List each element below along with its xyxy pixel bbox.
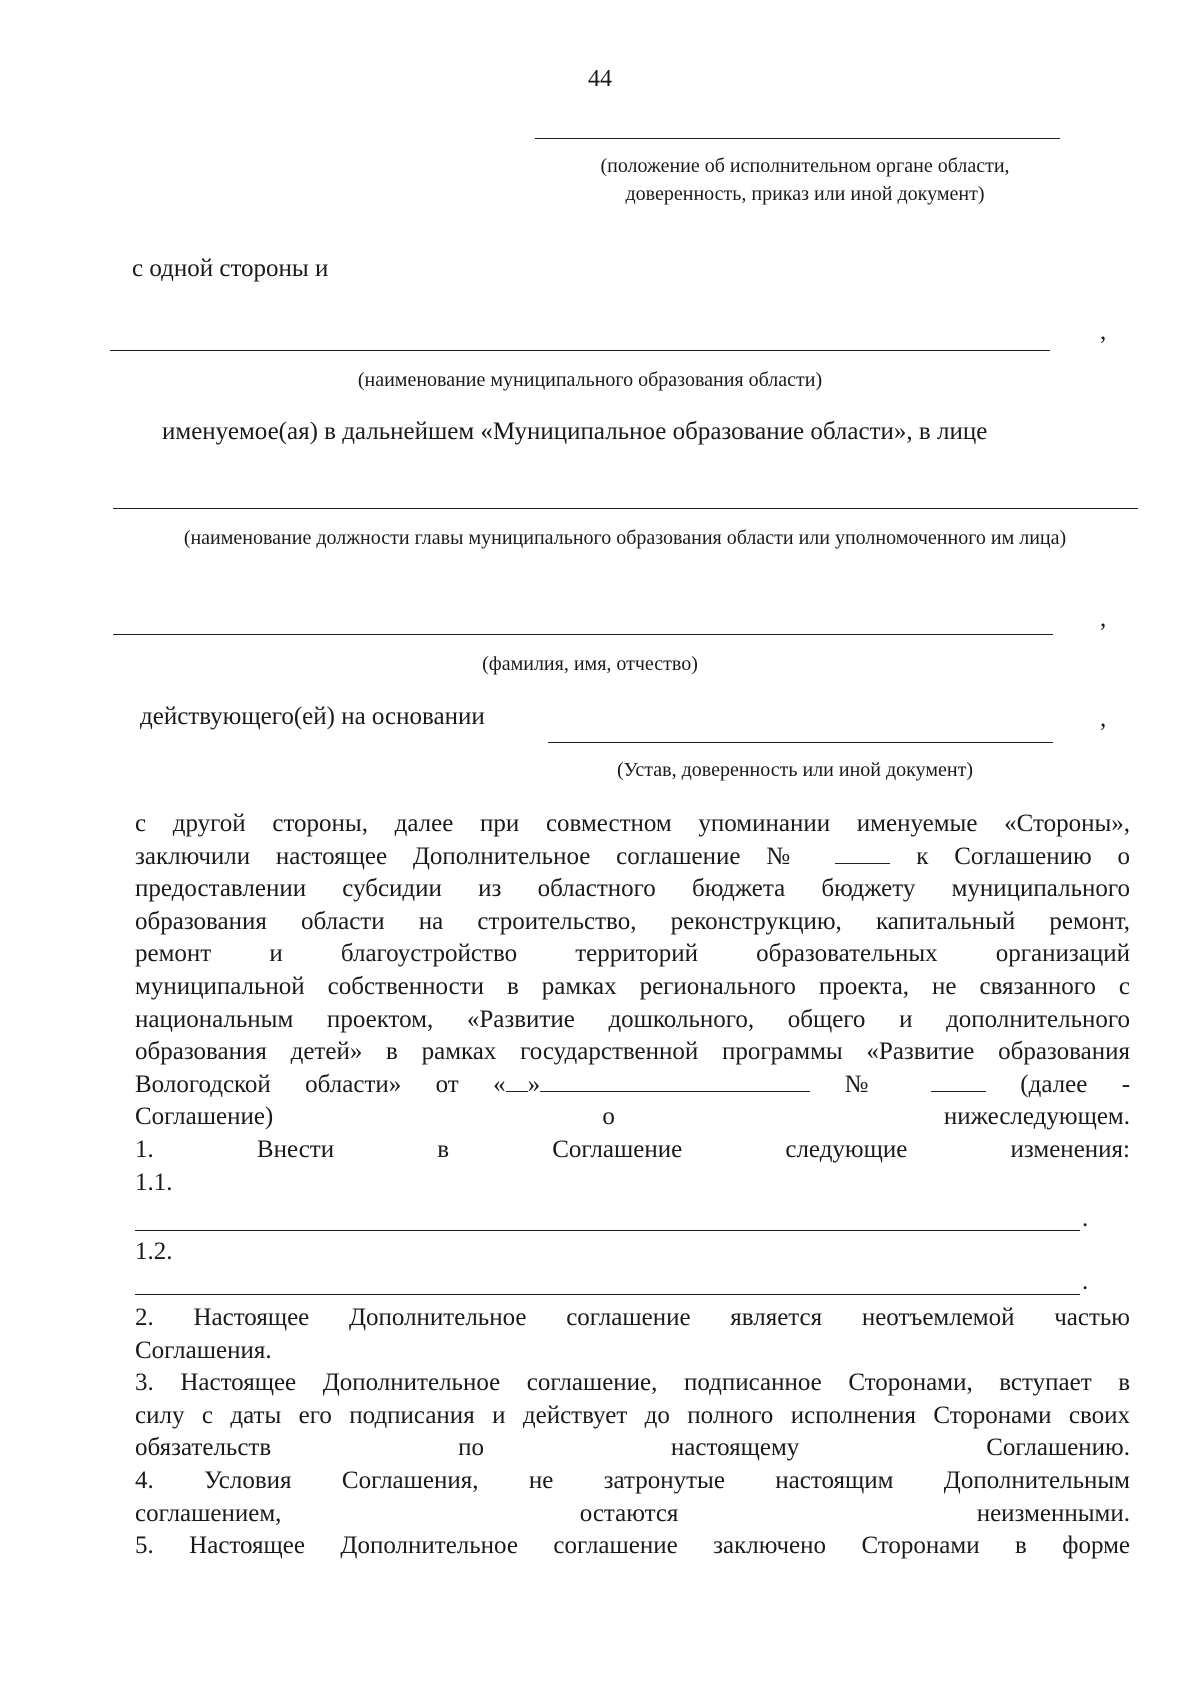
referred-as-text: именуемое(ая) в дальнейшем «Муниципальное образование области», в лице bbox=[162, 418, 988, 445]
intro-line: Вологодской области» от « » № (далее - bbox=[135, 1070, 1131, 1098]
page-number: 44 bbox=[588, 66, 612, 92]
blank-date bbox=[540, 1071, 810, 1092]
item-3-line: 3. Настоящее Дополнительное соглашение, подписанное Сторонами, вступает в bbox=[135, 1369, 1130, 1397]
item-3-line: обязательств по настоящему Соглашению. bbox=[135, 1434, 1130, 1462]
comma: , bbox=[1100, 318, 1107, 345]
fill-line-municipality bbox=[110, 350, 1050, 351]
intro-line: ремонт и благоустройство территорий образовательных организаций bbox=[135, 940, 1130, 968]
caption-municipality: (наименование муниципального образования области) bbox=[357, 369, 823, 391]
item-4-line: соглашением, остаются неизменными. bbox=[135, 1499, 1130, 1527]
intro-paragraph bbox=[135, 808, 1130, 1199]
caption-fio: (фамилия, имя, отчество) bbox=[482, 653, 698, 675]
blank-number bbox=[931, 1071, 986, 1092]
item-1-2-label: 1.2. bbox=[135, 1238, 173, 1265]
comma: , bbox=[1100, 605, 1107, 632]
period: . bbox=[1082, 1268, 1089, 1295]
item-1-1-label: 1.1. bbox=[135, 1168, 173, 1196]
blank-day bbox=[506, 1071, 528, 1092]
fill-line-item-1-1 bbox=[135, 1230, 1080, 1231]
intro-line: национальным проектом, «Развитие дошкольного, общего и дополнительного bbox=[135, 1005, 1130, 1033]
item-2-line: 2. Настоящее Дополнительное соглашение является неотъемлемой частью bbox=[135, 1304, 1130, 1331]
caption-charter: (Устав, доверенность или иной документ) bbox=[617, 759, 973, 781]
intro-line: образования области на строительство, реконструкцию, капитальный ремонт, bbox=[135, 907, 1130, 935]
item-4-line: 4. Условия Соглашения, не затронутые настоящим Дополнительным bbox=[135, 1466, 1130, 1494]
caption-basis-document: (положение об исполнительном органе области, доверенность, приказ или иной документ) bbox=[600, 155, 1010, 205]
item-2-line: Соглашения. bbox=[135, 1336, 272, 1364]
item-3-line: силу с даты его подписания и действует до полного исполнения Сторонами своих bbox=[135, 1401, 1130, 1429]
fill-line-item-1-2 bbox=[135, 1294, 1080, 1295]
items-2-5 bbox=[135, 1302, 1130, 1563]
signature-line-basis bbox=[535, 138, 1060, 139]
intro-line: Соглашение) о нижеследующем. bbox=[135, 1103, 1130, 1131]
item-1-heading: 1. Внести в Соглашение следующие изменения: bbox=[135, 1135, 1130, 1163]
intro-line: предоставлении субсидии из областного бюджета бюджету муниципального bbox=[135, 875, 1130, 903]
intro-line: с другой стороны, далее при совместном упоминании именуемые «Стороны», bbox=[135, 810, 1130, 837]
fill-line-fio bbox=[113, 634, 1053, 635]
acting-on-basis-text: действующего(ей) на основании bbox=[140, 703, 485, 730]
period: . bbox=[1082, 1205, 1089, 1232]
caption-head-position: (наименование должности главы муниципального образования области или уполномоченного им лица) bbox=[183, 527, 1067, 549]
blank-agreement-number bbox=[835, 843, 890, 864]
intro-line: заключили настоящее Дополнительное соглашение № к Соглашению о bbox=[135, 842, 1131, 870]
fill-line-head-position bbox=[113, 508, 1138, 509]
intro-line: образования детей» в рамках государственной программы «Развитие образования bbox=[135, 1038, 1130, 1066]
intro-line: муниципальной собственности в рамках регионального проекта, не связанного с bbox=[135, 972, 1130, 1000]
comma: , bbox=[1100, 705, 1107, 732]
fill-line-charter bbox=[548, 742, 1053, 743]
one-side-text: с одной стороны и bbox=[132, 255, 329, 282]
item-5-line: 5. Настоящее Дополнительное соглашение заключено Сторонами в форме bbox=[135, 1532, 1130, 1560]
